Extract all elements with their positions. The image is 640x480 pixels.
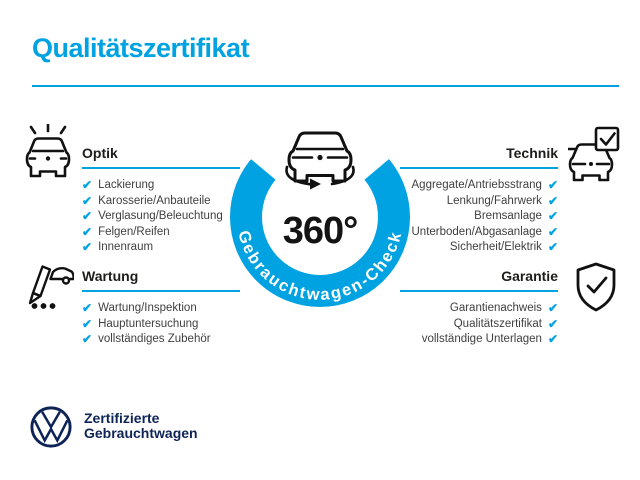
check-icon: ✔	[547, 224, 558, 239]
item-label: Innenraum	[98, 241, 154, 253]
section-label: Wartung	[82, 268, 139, 284]
badge-ring-label: Gebrauchtwagen-Check	[234, 228, 406, 305]
checklist-item	[82, 332, 252, 348]
section-underline	[82, 290, 240, 292]
section-label: Technik	[506, 145, 558, 161]
item-label: Hauptuntersuchung	[98, 317, 199, 330]
item-label: Karosserie/Anbauteile	[98, 194, 211, 207]
section-label: Optik	[82, 145, 118, 161]
checklist-item	[82, 317, 252, 333]
check-icon: ✔	[82, 332, 93, 346]
check-icon: ✔	[82, 240, 93, 254]
section-underline	[400, 167, 558, 169]
check-icon: ✔	[82, 193, 93, 208]
item-label: Wartung/Inspektion	[98, 302, 197, 314]
car-checkbox-icon	[568, 126, 620, 184]
footer-brand-line2: Gebrauchtwagen	[84, 425, 198, 441]
item-label: Qualitätszertifikat	[453, 317, 542, 330]
item-label: Bremsanlage	[474, 210, 542, 222]
check-icon: ✔	[547, 209, 558, 223]
item-label: Aggregate/Antriebsstrang	[411, 179, 542, 191]
check-icon: ✔	[82, 209, 93, 223]
checklist-item	[388, 317, 558, 333]
item-label: Lackierung	[98, 179, 155, 191]
section-underline	[400, 290, 558, 292]
car-shine-icon	[22, 124, 74, 182]
shield-check-icon	[570, 260, 622, 318]
car-rotate-icon	[282, 123, 358, 193]
item-label: Lenkung/Fahrwerk	[446, 194, 542, 207]
footer-brand	[84, 411, 198, 441]
check-icon: ✔	[82, 301, 93, 315]
section-label: Garantie	[501, 268, 558, 284]
check-icon: ✔	[547, 332, 558, 346]
check-icon: ✔	[547, 301, 558, 315]
item-label: Sicherheit/Elektrik	[449, 241, 542, 253]
footer-brand-line1: Zertifizierte	[84, 410, 160, 426]
item-label: Verglasung/Beleuchtung	[98, 210, 223, 222]
check-icon: ✔	[547, 240, 558, 254]
checklist-item	[388, 332, 558, 348]
check-icon: ✔	[547, 178, 558, 192]
check-icon: ✔	[82, 224, 93, 239]
item-label: Unterboden/Abgasanlage	[411, 225, 542, 238]
check-icon: ✔	[547, 316, 558, 331]
item-label: Garantienachweis	[449, 302, 542, 314]
check-icon: ✔	[82, 316, 93, 331]
item-label: Felgen/Reifen	[98, 225, 170, 238]
item-label: vollständiges Zubehör	[98, 333, 211, 345]
page-title: Qualitätszertifikat	[32, 33, 250, 63]
vw-logo	[30, 406, 72, 448]
section-underline	[82, 167, 240, 169]
pencil-car-checklist-icon	[22, 257, 74, 315]
badge-center-label: 360°	[282, 210, 358, 252]
title-divider	[32, 85, 619, 87]
check-icon: ✔	[82, 178, 93, 192]
check-icon: ✔	[547, 193, 558, 208]
item-label: vollständige Unterlagen	[421, 333, 542, 345]
